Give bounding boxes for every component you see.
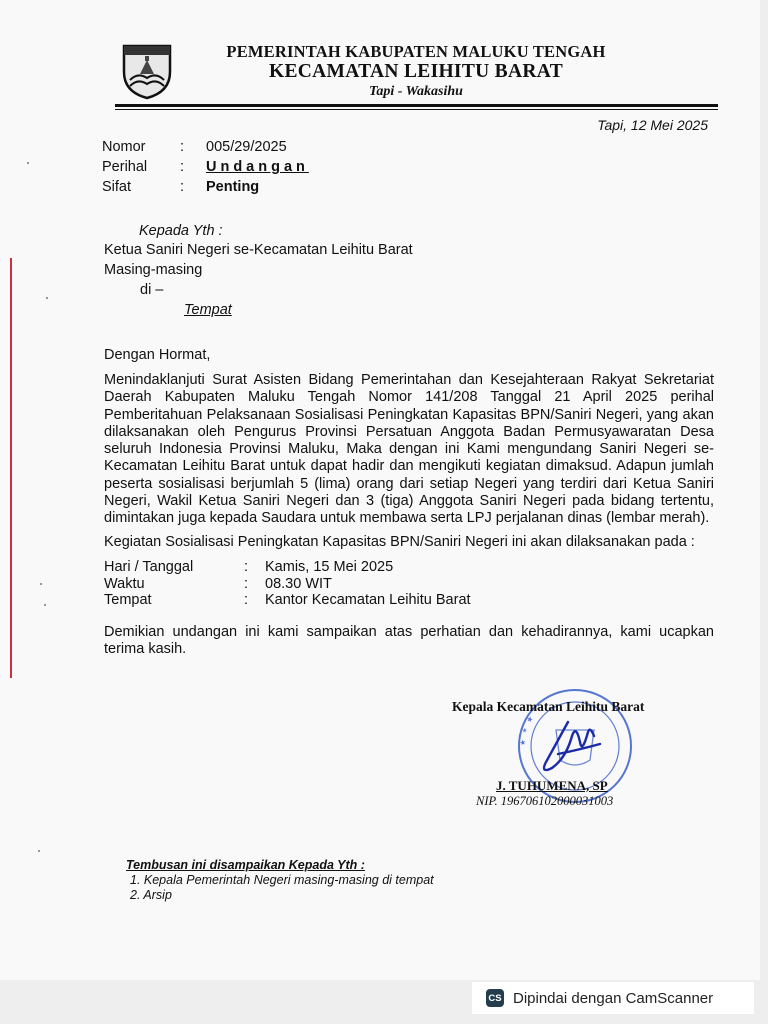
address-masing: Masing-masing (104, 262, 203, 278)
detail-label: Waktu (104, 575, 145, 592)
meta-row-perihal (102, 157, 309, 177)
regency-emblem-icon (118, 42, 176, 100)
handwritten-signature (528, 714, 608, 784)
letter-date: Tapi, 12 Mei 2025 (597, 117, 708, 133)
scan-speck (38, 850, 40, 852)
greeting: Dengan Hormat, (104, 347, 211, 363)
address-tempat: Tempat (184, 302, 232, 318)
detail-value: Kantor Kecamatan Leihitu Barat (265, 592, 471, 609)
sifat-label: Sifat (102, 179, 132, 195)
address-recipient: Ketua Saniri Negeri se-Kecamatan Leihitu Barat (104, 242, 413, 258)
paragraph-schedule-intro: Kegiatan Sosialisasi Peningkatan Kapasitas BPN/Saniri Negeri ini akan dilaksanakan pada : (104, 534, 695, 550)
colon: : (180, 139, 185, 155)
address-di: di – (140, 282, 164, 298)
colon: : (244, 559, 249, 576)
detail-label: Tempat (104, 592, 152, 609)
address-kepada: Kepada Yth : (139, 223, 223, 239)
svg-text:★ ✶ ★: ★ ✶ ★ (517, 712, 537, 747)
cc-title: Tembusan ini disampaikan Kepada Yth : (126, 858, 365, 872)
detail-value: Kamis, 15 Mei 2025 (265, 559, 394, 576)
letterhead-district: KECAMATAN LEIHITU BARAT (268, 61, 563, 82)
colon: : (180, 179, 185, 195)
sifat-value: Penting (206, 179, 260, 195)
scan-speck (46, 297, 48, 299)
cc-item: 1. Kepala Pemerintah Negeri masing-masing di tempat (130, 873, 434, 887)
colon: : (180, 159, 185, 175)
cc-list (130, 873, 434, 903)
colon: : (244, 575, 249, 592)
closing-paragraph: Demikian undangan ini kami sampaikan atas perhatian dan kehadirannya, kami ucapkan terima kasih. (104, 624, 714, 658)
letterhead-location: Tapi - Wakasihu (369, 84, 463, 99)
scan-speck (44, 604, 46, 606)
meta-row-sifat (102, 177, 309, 197)
camscanner-label: Dipindai dengan CamScanner (513, 989, 714, 1007)
signer-nip: NIP. 196706102000031003 (476, 794, 614, 808)
scan-speck (40, 583, 42, 585)
scan-edge-mark (10, 258, 12, 678)
letter-meta (102, 137, 309, 197)
colon: : (244, 592, 249, 609)
letterhead-government: PEMERINTAH KABUPATEN MALUKU TENGAH (226, 42, 606, 61)
detail-value: 08.30 WIT (265, 575, 332, 592)
scan-speck (27, 162, 29, 164)
nomor-value: 005/29/2025 (206, 139, 287, 155)
nomor-label: Nomor (102, 139, 146, 155)
signer-name: J. TUHUMENA, SP (496, 778, 608, 793)
camscanner-logo-icon: CS (486, 989, 504, 1007)
event-details (104, 559, 471, 609)
meta-row-nomor (102, 137, 309, 157)
detail-row (104, 592, 471, 609)
detail-label: Hari / Tanggal (104, 559, 194, 576)
perihal-value: Undangan (206, 159, 309, 175)
perihal-label: Perihal (102, 159, 148, 175)
camscanner-watermark (472, 982, 754, 1014)
detail-row (104, 559, 471, 576)
paragraph-main: Menindaklanjuti Surat Asisten Bidang Pemerintahan dan Kesejahteraan Rakyat Sekretariat Daerah Kabupaten Maluku Tengah Nomor 141/208 Tanggal 21 April 2025 perihal Pemberitahuan Pelaksanaan Sosialisasi Peningkatan Kapasitas BPN/Saniri Negeri, yang akan dilaksanakan oleh Pengurus Provinsi Persatuan Anggota Badan Permusyawaratan Desa seluruh Indonesia Provinsi Maluku, Maka dengan ini Kami mengundang Saniri Negeri se-Kecamatan Leihitu Barat untuk dapat hadir dan mengikuti kegiatan dimaksud. Adapun jumlah peserta sosialisasi berjumlah 5 (lima) orang dari setiap Negeri yang terdiri dari Ketua Saniri Negeri, Wakil Ketua Saniri Negeri dan 3 (tiga) Anggota Saniri Negeri pada bidang tertentu, dimintakan juga kepada Saudara untuk membawa serta LPJ perjalanan dinas (lembar merah). (104, 372, 714, 527)
cc-item: 2. Arsip (130, 888, 172, 902)
letterhead-rule-thin (115, 109, 718, 110)
detail-row (104, 576, 471, 593)
signature-title: Kepala Kecamatan Leihitu Barat (452, 699, 645, 714)
letterhead-rule (115, 104, 718, 107)
